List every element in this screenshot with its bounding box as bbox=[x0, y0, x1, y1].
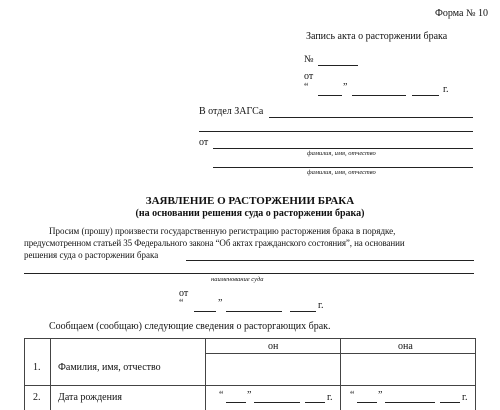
statement-subtitle: (на основании решения суда о расторжении брака) bbox=[135, 208, 365, 219]
table-border-right bbox=[475, 338, 476, 410]
table-col-divider-1 bbox=[50, 338, 51, 410]
statement-body-line3: решения суда о расторжении брака bbox=[24, 250, 159, 260]
he-birth-quote-open: “ bbox=[219, 390, 224, 401]
table-border-left bbox=[24, 338, 25, 410]
act-record-number-prefix: № bbox=[304, 54, 314, 65]
form-number: Форма № 10 bbox=[435, 8, 488, 19]
court-date-from: от bbox=[179, 288, 189, 299]
from-label: от bbox=[199, 137, 209, 148]
he-birth-year-suffix: г. bbox=[327, 392, 333, 403]
court-date-quote-open: “ bbox=[179, 298, 184, 309]
fio-caption-1: фамилия, имя, отчество bbox=[307, 150, 376, 157]
he-birth-month-field[interactable] bbox=[254, 402, 300, 403]
she-birth-month-field[interactable] bbox=[385, 402, 435, 403]
he-birth-day-field[interactable] bbox=[226, 402, 246, 403]
to-office-label: В отдел ЗАГСа bbox=[199, 106, 264, 117]
statement-title: ЗАЯВЛЕНИЕ О РАСТОРЖЕНИИ БРАКА bbox=[145, 195, 355, 207]
court-date-year-field[interactable] bbox=[290, 311, 316, 312]
she-birth-year-suffix: г. bbox=[462, 392, 468, 403]
table-row-1-label: Фамилия, имя, отчество bbox=[58, 362, 161, 373]
act-record-number-field[interactable] bbox=[318, 65, 358, 66]
he-birth-quote-close: ” bbox=[247, 390, 252, 401]
act-record-date-from: от bbox=[304, 71, 314, 82]
she-birth-quote-open: “ bbox=[350, 390, 355, 401]
court-date-month-field[interactable] bbox=[226, 311, 282, 312]
court-date-day-field[interactable] bbox=[194, 311, 216, 312]
court-date-quote-close: ” bbox=[218, 298, 223, 309]
she-birth-year-field[interactable] bbox=[440, 402, 460, 403]
table-row-divider bbox=[24, 385, 475, 386]
fio-caption-2: фамилия, имя, отчество bbox=[307, 169, 376, 176]
act-record-day-field[interactable] bbox=[318, 95, 342, 96]
table-col-divider-2 bbox=[205, 338, 206, 410]
statement-body-line1: Просим (прошу) произвести государственную регистрацию расторжения брака в порядке, bbox=[49, 226, 396, 236]
act-record-quote-close: ” bbox=[343, 82, 348, 93]
she-birth-day-field[interactable] bbox=[357, 402, 377, 403]
table-border-top bbox=[24, 338, 475, 339]
act-record-quote-open: “ bbox=[304, 82, 309, 93]
court-date-year-suffix: г. bbox=[318, 300, 324, 311]
table-row-2-num: 2. bbox=[33, 392, 41, 403]
act-record-month-field[interactable] bbox=[352, 95, 406, 96]
court-name-field-1[interactable] bbox=[186, 260, 474, 261]
table-col-divider-3 bbox=[340, 338, 341, 410]
court-name-field-2[interactable] bbox=[24, 273, 474, 274]
applicant-fio-field-2[interactable] bbox=[213, 167, 473, 168]
act-record-year-field[interactable] bbox=[412, 95, 439, 96]
table-col-she: она bbox=[398, 341, 413, 352]
court-caption: наименование суда bbox=[211, 276, 264, 283]
office-name-field-2[interactable] bbox=[199, 131, 473, 132]
table-row-1-num: 1. bbox=[33, 362, 41, 373]
she-birth-quote-close: ” bbox=[378, 390, 383, 401]
info-line: Сообщаем (сообщаю) следующие сведения о расторгающих брак. bbox=[49, 321, 331, 332]
applicant-fio-field-1[interactable] bbox=[213, 148, 473, 149]
table-col-he: он bbox=[268, 341, 279, 352]
table-row-2-label: Дата рождения bbox=[58, 392, 122, 403]
office-name-field[interactable] bbox=[269, 117, 473, 118]
statement-body-line2: предусмотренном статьей 35 Федерального закона “Об актах гражданского состояния”, на основании bbox=[24, 238, 405, 248]
he-birth-year-field[interactable] bbox=[305, 402, 325, 403]
table-header-divider bbox=[205, 353, 475, 354]
act-record-title: Запись акта о расторжении брака bbox=[306, 31, 448, 42]
act-record-year-suffix: г. bbox=[443, 84, 449, 95]
